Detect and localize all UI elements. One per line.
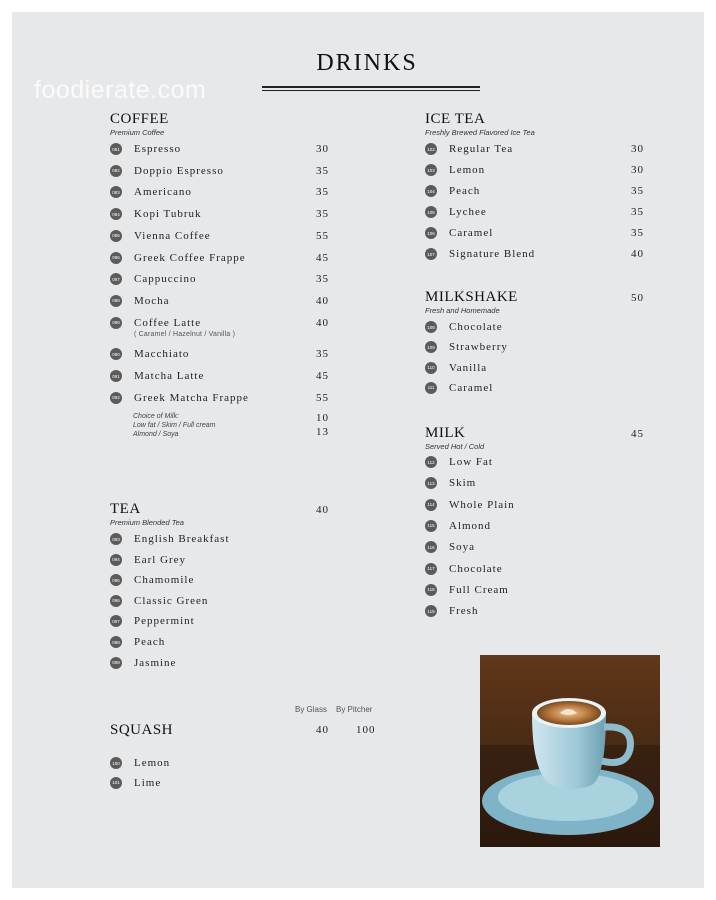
- item-price: 35: [316, 164, 329, 177]
- item-text: [134, 776, 161, 790]
- item-name: Whole Plain: [449, 498, 515, 511]
- page-title: DRINKS: [316, 50, 418, 76]
- ice-tea-section-header: [425, 111, 535, 137]
- section-subtitle: Premium Blended Tea: [110, 518, 184, 527]
- item-code-badge: 086: [110, 252, 122, 264]
- item-name: Macchiato: [134, 348, 190, 361]
- squash-pitcher-price: 100: [356, 724, 376, 736]
- menu-item: [425, 205, 487, 219]
- menu-item: [425, 184, 480, 198]
- item-code-badge: 119: [425, 605, 437, 617]
- item-name: Mocha: [134, 294, 170, 307]
- section-subtitle: Fresh and Homemade: [425, 306, 500, 315]
- item-code-badge: 116: [425, 541, 437, 553]
- item-name: Vanilla: [449, 361, 488, 374]
- section-subtitle: Freshly Brewed Flavored Ice Tea: [425, 128, 535, 137]
- title-divider-thin: [262, 90, 480, 91]
- item-text: [134, 756, 170, 770]
- item-text: [134, 656, 176, 670]
- item-code-badge: 117: [425, 563, 437, 575]
- item-name: Espresso: [134, 143, 182, 155]
- item-name: Greek Coffee Frappe: [134, 251, 246, 264]
- menu-item: [110, 294, 170, 308]
- item-name: Americano: [134, 186, 192, 199]
- item-price: 45: [316, 251, 329, 264]
- item-text: [134, 347, 189, 361]
- item-text: [449, 583, 509, 597]
- item-name: English Breakfast: [134, 533, 230, 545]
- item-code-badge: 110: [425, 362, 437, 374]
- item-text: [134, 207, 202, 221]
- milk-upgrade-price: 13: [316, 426, 329, 438]
- coffee-cup-photo: [480, 655, 660, 847]
- item-price: 30: [316, 143, 329, 155]
- item-name: Almond: [449, 519, 492, 532]
- item-name: Kopi Tubruk: [134, 208, 202, 221]
- item-text: [449, 320, 503, 334]
- item-code-badge: 115: [425, 520, 437, 532]
- item-price: 35: [631, 206, 644, 218]
- item-name: Lemon: [134, 757, 171, 769]
- item-name: Peach: [134, 636, 166, 648]
- item-name: Strawberry: [449, 341, 508, 354]
- menu-item: [110, 164, 224, 178]
- item-price: 30: [631, 143, 644, 155]
- item-text: [449, 476, 476, 490]
- section-title: TEA: [110, 501, 141, 517]
- item-price: 40: [316, 316, 329, 329]
- item-price: 30: [631, 164, 644, 176]
- item-text: [449, 540, 475, 554]
- menu-item: [110, 185, 192, 199]
- item-name: Classic Green: [134, 594, 209, 607]
- watermark: foodierate.com: [34, 76, 207, 104]
- item-text: [449, 562, 503, 576]
- item-text: [134, 142, 181, 156]
- item-price: 45: [316, 370, 329, 382]
- item-name: Soya: [449, 541, 475, 554]
- item-price: 55: [316, 229, 329, 242]
- section-subtitle: Premium Coffee: [110, 128, 165, 137]
- item-text: [134, 294, 170, 308]
- item-text: [134, 594, 208, 608]
- by-pitcher-header: By Pitcher: [336, 705, 373, 714]
- item-text: [449, 142, 513, 156]
- item-code-badge: 105: [425, 206, 437, 218]
- tea-price: 40: [316, 504, 329, 516]
- item-name: Greek Matcha Frappe: [134, 391, 249, 404]
- item-text: [449, 226, 493, 240]
- milk-section-header: [425, 425, 484, 451]
- item-code-badge: 095: [110, 574, 122, 586]
- item-name: Skim: [449, 477, 477, 490]
- menu-item: [110, 347, 189, 361]
- item-code-badge: 107: [425, 248, 437, 260]
- title-divider: [262, 86, 480, 88]
- item-name: Lychee: [449, 206, 487, 218]
- menu-item: [110, 316, 235, 338]
- section-title: COFFEE: [110, 111, 169, 127]
- menu-item: [110, 272, 197, 286]
- squash-glass-price: 40: [316, 724, 329, 736]
- item-code-badge: 100: [110, 757, 122, 769]
- item-code-badge: 083: [110, 186, 122, 198]
- item-name: Fresh: [449, 605, 479, 618]
- item-code-badge: 085: [110, 230, 122, 242]
- menu-item: [110, 756, 170, 770]
- item-price: 40: [316, 294, 329, 307]
- item-text: [449, 519, 491, 533]
- item-code-badge: 103: [425, 164, 437, 176]
- item-code-badge: 081: [110, 143, 122, 155]
- item-code-badge: 108: [425, 321, 437, 333]
- menu-item: [425, 604, 478, 618]
- milk-upgrade-price: 10: [316, 412, 329, 424]
- item-code-badge: 091: [110, 370, 122, 382]
- item-text: [449, 381, 493, 395]
- item-name: Vienna Coffee: [134, 229, 211, 242]
- item-price: 35: [631, 227, 644, 239]
- item-name: Signature Blend: [449, 248, 536, 260]
- section-title: MILK: [425, 425, 466, 441]
- item-text: [134, 164, 224, 178]
- menu-item: [110, 635, 165, 649]
- menu-item: [425, 340, 508, 354]
- menu-item: [425, 583, 509, 597]
- menu-item: [110, 251, 246, 265]
- item-name: Chocolate: [449, 321, 503, 333]
- item-text: [134, 369, 204, 383]
- item-name: Earl Grey: [134, 553, 187, 566]
- menu-item: [110, 207, 202, 221]
- menu-item: [425, 498, 515, 512]
- menu-item: [110, 594, 208, 608]
- menu-item: [425, 519, 491, 533]
- item-text: [449, 184, 480, 198]
- menu-item: [425, 226, 493, 240]
- item-code-badge: 090: [110, 348, 122, 360]
- item-name: Peach: [449, 185, 481, 197]
- item-price: 40: [631, 248, 644, 260]
- item-code-badge: 097: [110, 615, 122, 627]
- by-glass-header: By Glass: [295, 705, 328, 714]
- milk-price: 45: [631, 428, 644, 440]
- item-code-badge: 096: [110, 595, 122, 607]
- menu-item: [110, 229, 211, 243]
- item-text: [134, 185, 192, 199]
- item-name: Regular Tea: [449, 143, 514, 155]
- item-text: [134, 553, 186, 567]
- item-code-badge: 106: [425, 227, 437, 239]
- section-subtitle: Served Hot / Cold: [425, 442, 485, 451]
- item-code-badge: 112: [425, 456, 437, 468]
- menu-item: [425, 540, 475, 554]
- item-name: Chocolate: [449, 562, 503, 575]
- item-code-badge: 092: [110, 392, 122, 404]
- item-code-badge: 113: [425, 477, 437, 489]
- item-price: 35: [316, 208, 329, 221]
- menu-item: [110, 573, 194, 587]
- milk-note-line: Choice of Milk:: [133, 413, 179, 420]
- menu-item: [425, 562, 503, 576]
- coffee-cup-icon: [480, 655, 660, 847]
- item-text: [134, 635, 165, 649]
- milkshake-price: 50: [631, 292, 644, 304]
- item-code-badge: 093: [110, 533, 122, 545]
- item-code-badge: 118: [425, 584, 437, 596]
- item-price: 35: [316, 186, 329, 199]
- item-text: [134, 229, 211, 243]
- item-text: [449, 604, 478, 618]
- item-code-badge: 089: [110, 317, 122, 329]
- squash-section-header: [110, 722, 173, 738]
- item-code-badge: 098: [110, 636, 122, 648]
- section-title: SQUASH: [110, 722, 174, 738]
- item-text: [449, 455, 493, 469]
- item-name: Low Fat: [449, 456, 493, 468]
- menu-item: [110, 142, 181, 156]
- item-name: Chamomile: [134, 574, 195, 587]
- item-text: [449, 498, 515, 512]
- item-code-badge: 088: [110, 295, 122, 307]
- milkshake-section-header: [425, 289, 518, 315]
- item-code-badge: 102: [425, 143, 437, 155]
- item-text: [449, 340, 508, 354]
- item-code-badge: 104: [425, 185, 437, 197]
- item-text: [449, 361, 487, 375]
- menu-item: [110, 391, 249, 405]
- item-code-badge: 111: [425, 382, 437, 394]
- item-name: Caramel: [449, 381, 494, 394]
- item-text: [134, 391, 249, 405]
- menu-item: [110, 553, 186, 567]
- item-text: [134, 573, 194, 587]
- item-name: Coffee Latte: [134, 316, 202, 329]
- item-code-badge: 082: [110, 165, 122, 177]
- menu-item: [110, 532, 230, 546]
- item-price: 55: [316, 391, 329, 404]
- item-code-badge: 101: [110, 777, 122, 789]
- menu-item: [110, 614, 195, 628]
- item-price: 35: [631, 185, 644, 197]
- item-name: Lime: [134, 776, 162, 789]
- section-title: MILKSHAKE: [425, 289, 518, 305]
- item-price: 35: [316, 273, 329, 286]
- item-text: [134, 272, 197, 286]
- item-name: Lemon: [449, 164, 486, 176]
- menu-item: [110, 369, 204, 383]
- item-name: Jasmine: [134, 656, 177, 669]
- menu-item: [425, 247, 535, 261]
- item-text: [449, 205, 487, 219]
- item-code-badge: 094: [110, 554, 122, 566]
- item-code-badge: 109: [425, 341, 437, 353]
- item-name: Full Cream: [449, 583, 509, 596]
- item-name: Doppio Espresso: [134, 164, 224, 177]
- item-text: [449, 247, 535, 261]
- menu-item: [425, 361, 487, 375]
- item-code-badge: 084: [110, 208, 122, 220]
- item-text: [449, 163, 485, 177]
- item-text: [134, 251, 246, 265]
- item-code-badge: 114: [425, 499, 437, 511]
- item-price: 35: [316, 348, 329, 361]
- item-name: Peppermint: [134, 615, 195, 628]
- item-text: [134, 532, 230, 546]
- milk-note-line: Low fat / Skim / Full cream: [133, 422, 216, 429]
- item-code-badge: 099: [110, 657, 122, 669]
- milk-choice-note: [133, 412, 215, 439]
- menu-item: [425, 320, 503, 334]
- menu-item: [425, 476, 476, 490]
- menu-item: [425, 381, 493, 395]
- item-name: Caramel: [449, 227, 494, 239]
- tea-section-header: [110, 501, 184, 527]
- item-code-badge: 087: [110, 273, 122, 285]
- section-title: ICE TEA: [425, 111, 486, 127]
- menu-item: [425, 142, 513, 156]
- menu-item: [110, 656, 176, 670]
- menu-item: [425, 455, 493, 469]
- milk-note-line: Almond / Soya: [133, 431, 179, 438]
- item-text: [134, 316, 235, 338]
- menu-item: [425, 163, 485, 177]
- menu-item: [110, 776, 161, 790]
- item-name: Cappuccino: [134, 273, 197, 286]
- coffee-section-header: [110, 111, 169, 137]
- item-name: Matcha Latte: [134, 370, 205, 382]
- item-text: [134, 614, 195, 628]
- item-note: ( Caramel / Hazelnut / Vanilla ): [134, 330, 236, 338]
